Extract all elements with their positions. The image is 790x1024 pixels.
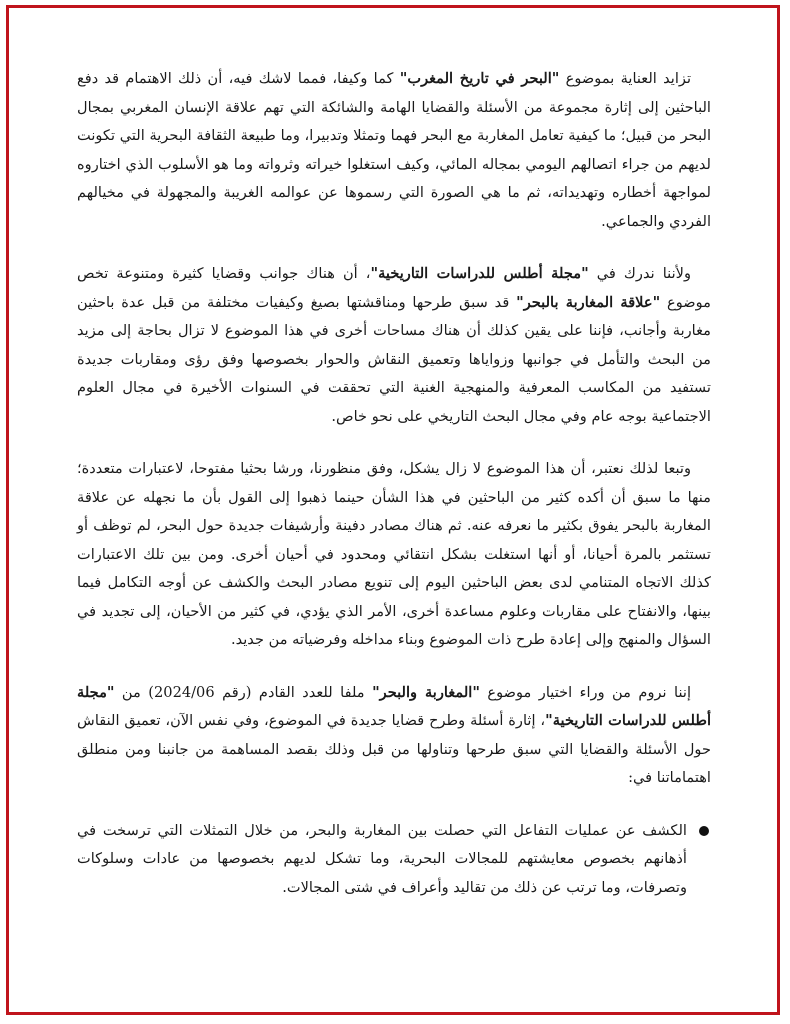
paragraph-1 — [77, 65, 711, 236]
p1-bold-topic: "البحر في تاريخ المغرب" — [399, 70, 560, 87]
document-body — [77, 65, 711, 902]
p2-text-2: ، أن هناك جوانب وقضايا كثيرة ومتنوعة تخص موضوع — [77, 265, 711, 311]
page-frame — [6, 5, 780, 1015]
bullet-item-text: الكشف عن عمليات التفاعل التي حصلت بين المغاربة والبحر، من خلال التمثلات التي ترسخت في أذهانهم بخصوص معايشتهم للمجالات البحرية، وما تشكل لديهم بخصوصها من عادات وسلوكات وتصرفات، وما ترتب عن ذلك من تقاليد وأعراف في شتى المجالات. — [77, 821, 687, 896]
p3-text-1: وتبعا لذلك نعتبر، أن هذا الموضوع لا زال يشكل، وفق منظورنا، ورشا بحثيا مفتوحا، لاعتبارات متعددة؛ منها ما سبق أن أكده كثير من الباحثين في هذا الشأن حينما ذهبوا إلى القول بأن ما نجهله عن علاقة المغاربة بالبحر يفوق بكثير ما نعرفه عنه. ثم هناك مصادر دفينة وأرشيفات جديدة حول البحر، لم توظف أو تستثمر بالمرة أحيانا، أو أنها استغلت بشكل انتقائي ومحدود في أحيان أخرى. ومن بين تلك الاعتبارات كذلك الاتجاه المتنامي لدى بعض الباحثين اليوم إلى تنويع مصادر البحث والكشف عن أوجه التكامل فيما بينها، والانفتاح على مقاربات وعلوم مساعدة أخرى، الأمر الذي يؤدي، في كثير من الأحيان، إلى تجديد في السؤال والمنهج وإلى إعادة طرح ذات الموضوع وبناء مداخله وفرضياته من جديد. — [77, 460, 711, 648]
bullet-item — [77, 817, 711, 903]
p2-text-1: ولأننا ندرك في — [588, 265, 692, 282]
p4-bold-journal: "مجلة أطلس للدراسات التاريخية" — [77, 683, 712, 729]
bullet-list — [77, 817, 711, 903]
p2-bold-journal: "مجلة أطلس للدراسات التاريخية" — [370, 265, 589, 282]
p4-text-1: إننا نروم من وراء اختيار موضوع — [479, 683, 692, 701]
bullet-dot-icon — [699, 826, 709, 836]
p1-text-1: تزايد العناية بموضوع — [559, 70, 692, 87]
p2-text-3: قد سبق طرحها ومناقشتها بصيغ وكيفيات مختلفة من قبل عدة باحثين مغاربة وأجانب، فإننا على يقين كذلك أن هناك مساحات أخرى في هذا الموضوع لا تزال بحاجة إلى مزيد من البحث والتأمل في جوانبها وزواياها وتعميق النقاش والحوار بخصوصها وفق رؤى ومقاربات جديدة تستفيد من المكاسب المعرفية والمنهجية الغنية التي تحققت في السنوات الأخيرة في مجال العلوم الاجتماعية بوجه عام وفي مجال البحث التاريخي على نحو خاص. — [77, 293, 711, 425]
paragraph-4 — [77, 679, 711, 793]
p1-text-2: كما وكيفا، فمما لاشك فيه، أن ذلك الاهتمام قد دفع الباحثين إلى إثارة مجموعة من الأسئلة والقضايا الهامة والشائكة التي تهم علاقة الإنسان المغربي بمجال البحر من قبيل؛ ما كيفية تعامل المغاربة مع البحر فهما وتمثلا وتدبيرا، وما طبيعة الثقافة البحرية التي تكونت لديهم من جراء اتصالهم اليومي بمجاله المائي، وكيف استغلوا خيراته وثرواته وما هو الأسلوب الذي اختاروه لمواجهة أخطاره وتهديداته، ثم ما هي الصورة التي رسموها عن عوالمه الغريبة والمجهولة في مخيالهم الفردي والجماعي. — [77, 70, 711, 230]
paragraph-2 — [77, 260, 711, 431]
p4-text-3: ، إثارة أسئلة وطرح قضايا جديدة في الموضوع، وفي نفس الآن، تعميق النقاش حول الأسئلة والقضايا التي سبق طرحها وتناولها من قبل وذلك بقصد المساهمة من جانبنا ومن منطلق اهتماماتنا في: — [77, 712, 711, 786]
p2-bold-topic: "علاقة المغاربة بالبحر" — [516, 293, 661, 311]
paragraph-3 — [77, 455, 711, 655]
p4-bold-topic: "المغاربة والبحر" — [372, 683, 480, 701]
p4-text-2: ملفا للعدد القادم (رقم 2024/06) من — [114, 683, 373, 701]
